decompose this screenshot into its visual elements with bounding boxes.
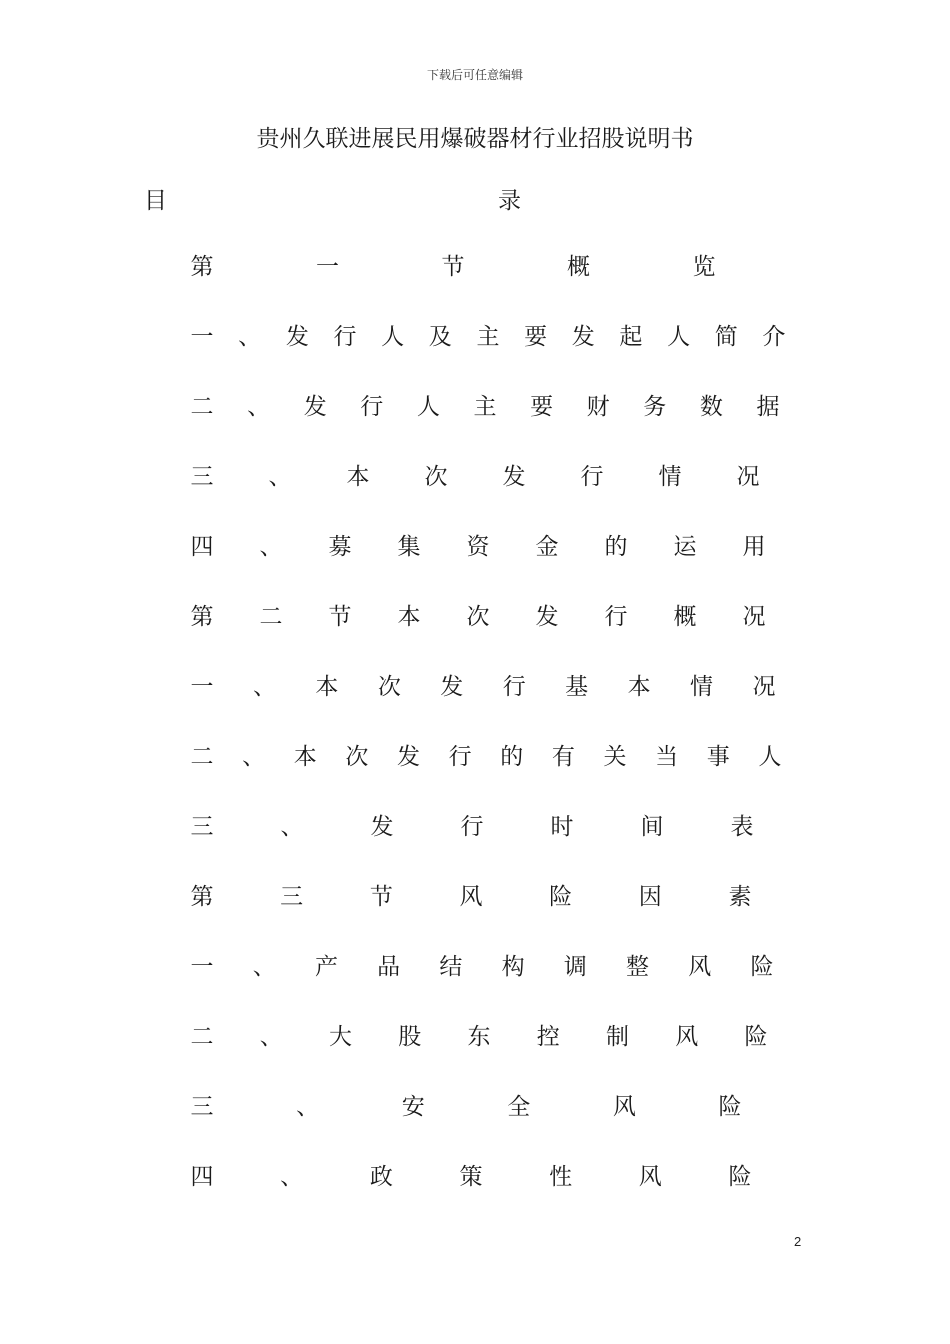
toc-char: 介	[762, 324, 786, 350]
toc-char: 发	[397, 744, 420, 770]
toc-entry[interactable]	[190, 1022, 768, 1052]
toc-char: 二	[190, 744, 214, 770]
toc-char: 集	[397, 534, 421, 560]
toc-char: 情	[658, 464, 682, 490]
toc-char: 人	[381, 324, 405, 350]
toc-char: 三	[280, 884, 304, 910]
toc-char: 险	[549, 884, 573, 910]
toc-char: 发	[303, 394, 327, 420]
toc-char: 人	[667, 324, 691, 350]
toc-char: 况	[736, 464, 760, 490]
toc-char: 政	[369, 1164, 393, 1190]
toc-char: 本	[346, 464, 370, 490]
toc-char: 东	[467, 1024, 491, 1050]
toc-char: 发	[370, 814, 394, 840]
toc-char: 大	[329, 1024, 352, 1050]
toc-char: 情	[690, 674, 713, 700]
toc-entry[interactable]	[190, 532, 766, 562]
toc-entry[interactable]	[190, 602, 766, 632]
toc-char: 因	[638, 884, 662, 910]
toc-char: 览	[692, 254, 716, 280]
toc-char: 安	[401, 1094, 425, 1120]
toc-char: 、	[296, 1094, 320, 1120]
toc-char: 全	[507, 1094, 531, 1120]
toc-char: 本	[293, 744, 317, 770]
toc-char: 行	[448, 744, 472, 770]
toc-char: 四	[190, 1164, 214, 1190]
toc-char: 节	[441, 254, 465, 280]
toc-entry[interactable]	[190, 252, 716, 282]
toc-char: 、	[252, 954, 276, 980]
toc-char: 二	[190, 394, 214, 420]
toc-char: 股	[398, 1024, 422, 1050]
toc-char: 风	[612, 1094, 636, 1120]
toc-char: 要	[530, 394, 554, 420]
toc-char: 有	[551, 744, 575, 770]
toc-char: 四	[190, 534, 214, 560]
toc-char: 结	[439, 954, 463, 980]
toc-char: 运	[673, 534, 697, 560]
toc-char: 控	[536, 1024, 560, 1050]
toc-char: 一	[190, 954, 214, 980]
toc-char: 次	[345, 744, 369, 770]
toc-char: 本	[315, 674, 339, 700]
toc-char: 次	[424, 464, 448, 490]
toc-char: 、	[252, 674, 276, 700]
toc-char: 务	[643, 394, 667, 420]
toc-char: 发	[535, 604, 559, 630]
toc-char: 主	[476, 324, 500, 350]
toc-char: 况	[742, 604, 766, 630]
toc-char: 产	[314, 954, 338, 980]
toc-char: 第	[190, 254, 214, 280]
toc-char: 一	[316, 254, 339, 280]
toc-entry[interactable]	[190, 952, 774, 982]
toc-char: 概	[567, 254, 590, 280]
toc-heading-right: 录	[498, 188, 521, 214]
toc-char: 险	[728, 1164, 752, 1190]
toc-char: 主	[473, 394, 497, 420]
toc-char: 数	[699, 394, 723, 420]
toc-char: 性	[549, 1164, 573, 1190]
toc-char: 三	[190, 464, 214, 490]
toc-char: 风	[675, 1024, 699, 1050]
toc-char: 、	[259, 1024, 283, 1050]
toc-char: 起	[619, 324, 643, 350]
toc-char: 、	[259, 534, 283, 560]
toc-char: 险	[744, 1024, 768, 1050]
toc-char: 行	[460, 814, 484, 840]
toc-char: 行	[333, 324, 357, 350]
toc-char: 及	[428, 324, 452, 350]
toc-char: 本	[397, 604, 421, 630]
toc-char: 一	[190, 674, 214, 700]
toc-entry[interactable]	[190, 812, 754, 842]
toc-char: 二	[259, 604, 283, 630]
toc-char: 险	[718, 1094, 742, 1120]
toc-entry[interactable]	[190, 672, 776, 702]
toc-char: 三	[190, 814, 214, 840]
toc-entry[interactable]	[190, 882, 752, 912]
toc-char: 素	[728, 884, 752, 910]
toc-char: 况	[752, 674, 776, 700]
toc-char: 发	[285, 324, 309, 350]
toc-char: 用	[742, 534, 766, 560]
toc-char: 关	[603, 744, 627, 770]
toc-char: 行	[502, 674, 526, 700]
page-number: 2	[794, 1234, 802, 1249]
toc-char: 行	[580, 464, 604, 490]
toc-char: 据	[756, 394, 780, 420]
toc-entry[interactable]	[190, 742, 782, 772]
toc-char: 人	[758, 744, 782, 770]
toc-char: 节	[369, 884, 393, 910]
toc-char: 基	[565, 674, 589, 700]
toc-char: 金	[535, 534, 559, 560]
toc-char: 策	[459, 1164, 483, 1190]
toc-char: 风	[688, 954, 712, 980]
toc-char: 财	[586, 394, 610, 420]
toc-char: 、	[280, 814, 304, 840]
toc-char: 发	[571, 324, 595, 350]
toc-char: 调	[563, 954, 587, 980]
toc-char: 、	[280, 1164, 304, 1190]
toc-char: 、	[238, 324, 262, 350]
toc-char: 第	[190, 604, 214, 630]
toc-char: 、	[268, 464, 292, 490]
toc-char: 时	[550, 814, 574, 840]
page-header-note: 下载后可任意编辑	[426, 68, 523, 82]
toc-char: 风	[459, 884, 483, 910]
toc-char: 第	[190, 884, 214, 910]
toc-char: 三	[190, 1094, 214, 1120]
toc-entry[interactable]	[190, 462, 760, 492]
toc-char: 次	[377, 674, 401, 700]
toc-char: 二	[190, 1024, 214, 1050]
document-title: 贵州久联进展民用爆破器材行业招股说明书	[256, 126, 694, 152]
toc-char: 行	[604, 604, 628, 630]
toc-char: 发	[502, 464, 526, 490]
toc-char: 本	[627, 674, 651, 700]
toc-char: 资	[466, 534, 490, 560]
toc-char: 表	[730, 814, 754, 840]
toc-char: 整	[626, 954, 650, 980]
toc-char: 险	[750, 954, 774, 980]
toc-char: 募	[328, 534, 352, 560]
toc-entry[interactable]	[190, 392, 780, 422]
toc-char: 要	[524, 324, 548, 350]
toc-char: 一	[190, 324, 214, 350]
toc-char: 概	[673, 604, 697, 630]
toc-char: 人	[416, 394, 440, 420]
toc-entry[interactable]	[190, 1092, 742, 1122]
toc-char: 构	[501, 954, 525, 980]
toc-char: 当	[655, 744, 679, 770]
toc-entry[interactable]	[190, 322, 786, 352]
toc-char: 风	[638, 1164, 662, 1190]
toc-char: 制	[606, 1024, 629, 1050]
toc-char: 行	[360, 394, 384, 420]
toc-char: 发	[440, 674, 464, 700]
toc-char: 、	[242, 744, 266, 770]
toc-char: 次	[466, 604, 490, 630]
toc-char: 简	[714, 324, 738, 350]
toc-entry[interactable]	[190, 1162, 752, 1192]
toc-char: 间	[640, 814, 664, 840]
toc-char: 的	[604, 534, 628, 560]
toc-char: 事	[706, 744, 730, 770]
toc-char: 节	[328, 604, 352, 630]
toc-char: 的	[500, 744, 524, 770]
toc-char: 品	[377, 954, 401, 980]
toc-char: 、	[247, 394, 271, 420]
toc-heading-left: 目	[144, 188, 167, 214]
